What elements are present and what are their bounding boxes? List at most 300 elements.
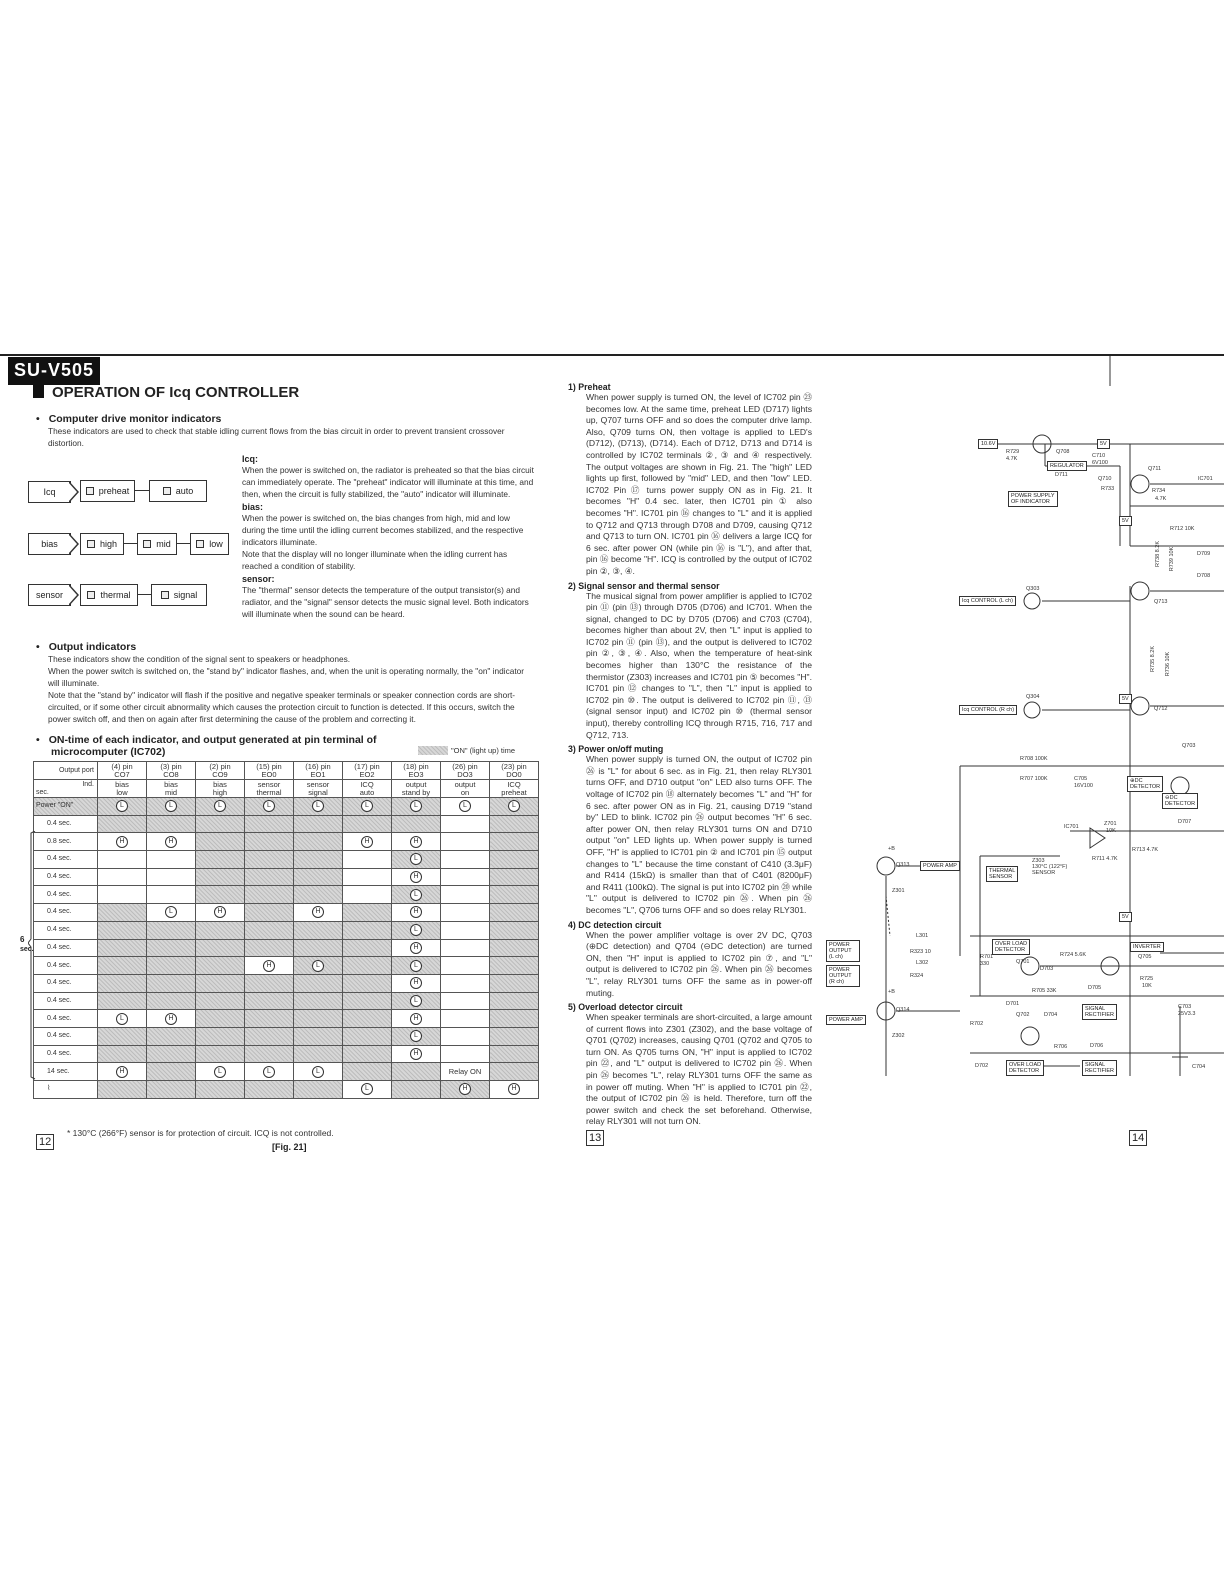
table-cell [98,957,147,975]
corner-sec-label: sec. [36,788,49,796]
table-cell [147,992,196,1010]
table-cell [98,1027,147,1045]
power-output-r-block: POWER OUTPUT (R ch) [826,965,860,987]
column-header [98,762,147,780]
port-label: DO3 [457,769,473,779]
high-marker: H [410,871,422,883]
l301-label: L301 [916,933,929,939]
table-row [34,1063,539,1081]
table-cell [343,1063,392,1081]
row-label: 0.4 sec. [34,1027,98,1045]
table-cell [294,868,343,886]
table-cell [98,1063,147,1081]
icq-desc-text: When the power is switched on, the radiator is preheated so that the bias circuit can immediately operate. The "preheat" indicator will illuminate at this time, and then, when the circuit is fully stabilized, the "auto" indicator will illuminate. [242,465,534,499]
thermal-sensor-label: THERMAL [989,868,1016,874]
table-cell [245,904,294,922]
table-cell [392,886,441,904]
l302-label: L302 [916,960,929,966]
table-cell [196,851,245,869]
table-cell [343,921,392,939]
table-cell [343,992,392,1010]
corner-output-port: Output port [34,762,98,780]
d709-label: D709 [1197,551,1211,557]
psu-line-2: OF INDICATOR [1011,499,1050,505]
table-cell [490,1010,539,1028]
low-marker: L [263,800,275,812]
high-marker: H [312,906,324,918]
low-marker: L [410,853,422,865]
r707-label: R707 100K [1020,776,1048,782]
table-cell [392,851,441,869]
table-cell [98,868,147,886]
port-label: CO9 [212,769,228,779]
table-row [34,851,539,869]
indicator-name-label: on [460,787,470,797]
row-label: 0.4 sec. [34,904,98,922]
table-cell [441,851,490,869]
inverter-block: INVERTER [1130,942,1164,952]
table-cell [343,815,392,833]
preheat-indicator [80,480,135,502]
indicator-group-label: sensor [257,779,281,789]
table-cell [343,868,392,886]
indicator-header [294,780,343,798]
table-cell [98,904,147,922]
table-cell [343,798,392,816]
ontime-heading-2: microcomputer (IC702) [51,746,166,758]
port-label: EO0 [261,769,277,779]
table-cell [441,921,490,939]
r733-label: R733 [1101,486,1115,492]
table-cell [196,921,245,939]
ic701b-label: IC701 [1064,824,1079,830]
auto-label: auto [175,486,194,496]
c705-label: C705 [1074,776,1088,782]
indicator-name-label: signal [308,787,328,797]
table-cell [294,957,343,975]
low-marker: L [459,800,471,812]
r729-value: 4.7K [1006,456,1018,462]
pin-label: (18) pin [403,761,429,771]
table-cell [147,1010,196,1028]
q314-label: Q314 [896,1007,910,1013]
output-indicators-heading: • Output indicators [36,641,136,653]
indicator-name-label: thermal [256,787,282,797]
low-marker: L [165,800,177,812]
table-cell [441,1045,490,1063]
signal-sensor-text: The musical signal from power amplifier is applied to IC702 pin ⑪ (pin ⑬) through D705 (D706) and IC701. When the signal, changed to DC by D705 (D706) and C703 (C704), becomes higher than about 2V, then "L" input is applied to IC702 pin ⑪ (pin ⑬), and the output is delivered to IC702 pin ②, ③, ④. Also, when the temperature of heat-sink becomes higher than 130°C the resistance of the thermistor (Z303) increases and IC701 pin ⑤ becomes "H". IC701 pin ⑫ changes to "L", then "L" input is applied to IC702 pin ⑩. The output is delivered to IC702 pin ⑪, ⑬ (signal sensor input) and IC702 pin ⑩ (thermal sensor input), thereby controlling ICQ through R715, 716, 717 and Q712, 713. [586,590,812,740]
table-cell [490,798,539,816]
icq-control-r-block: Icq CONTROL (R ch) [959,705,1017,715]
bias-label-box [28,533,71,555]
low-marker: L [361,800,373,812]
arrow-icon [69,584,79,606]
table-row [34,992,539,1010]
table-cell [196,868,245,886]
section-title-text: OPERATION OF Icq CONTROLLER [52,384,300,401]
table-cell [490,974,539,992]
table-cell [294,992,343,1010]
c710-value: 6V100 [1092,460,1108,466]
low-marker: L [116,800,128,812]
table-cell [392,1063,441,1081]
table-cell [441,833,490,851]
v10-label: 10.6V [978,439,998,449]
table-cell [294,815,343,833]
table-cell [98,851,147,869]
table-cell [294,798,343,816]
table-row [34,1081,539,1099]
indicator-header [147,780,196,798]
table-cell [147,957,196,975]
section-title [33,384,299,401]
pin-label: (4) pin [111,761,133,771]
thermal-indicator [80,584,138,606]
q705-label: Q705 [1138,954,1152,960]
muting-heading: 3) Power on/off muting [568,744,664,755]
table-row [34,1045,539,1063]
table-cell [343,833,392,851]
table-row [34,886,539,904]
ic701-label: IC701 [1198,476,1213,482]
table-header-pin [34,762,539,780]
table-cell [441,798,490,816]
low-marker: L [263,1066,275,1078]
table-cell [490,851,539,869]
indicator-name-label: preheat [501,787,527,797]
table-cell [196,939,245,957]
high-marker: H [116,836,128,848]
table-cell [294,886,343,904]
six-sec-bracket [28,831,36,1081]
d706-label: D706 [1090,1043,1104,1049]
computer-drive-text: These indicators are used to check that stable idling current flows from the bias circuit in order to prevent transient crossover distortion. [48,426,505,448]
signal-label: signal [173,590,198,600]
ontime-table [33,761,539,1099]
table-cell [196,1081,245,1099]
indicator-header [441,780,490,798]
table-cell [98,1010,147,1028]
ndc-label: ⊖DC [1165,795,1178,801]
q701-label: Q701 [1016,959,1030,965]
table-cell [196,992,245,1010]
signal-rectifier-label-2: RECTIFIER [1085,1012,1115,1018]
table-cell [294,974,343,992]
table-cell [392,992,441,1010]
port-label: CO7 [114,769,130,779]
six-sec-number: 6 [20,935,25,944]
table-cell [343,851,392,869]
table-cell [294,851,343,869]
led-icon [86,487,94,495]
r734-label: R734 [1152,488,1166,494]
sensor-desc-heading: sensor: [242,574,275,584]
z301-label: Z301 [892,888,905,894]
r739-label: R739 10K [1169,546,1176,572]
low-marker: L [312,960,324,972]
table-cell [196,886,245,904]
power-output-l-block: POWER OUTPUT (L ch) [826,940,860,962]
low-marker: L [410,800,422,812]
led-icon [196,540,204,548]
figure-caption: [Fig. 21] [272,1142,307,1152]
pin-label: (15) pin [256,761,282,771]
signal-rectifier-label-4: RECTIFIER [1085,1068,1115,1074]
signal-sensor-heading: 2) Signal sensor and thermal sensor [568,580,720,591]
high-marker: H [459,1083,471,1095]
table-cell [392,904,441,922]
table-cell [196,1045,245,1063]
table-cell [392,815,441,833]
column-header [392,762,441,780]
table-cell [343,1045,392,1063]
table-cell [196,815,245,833]
table-row [34,1010,539,1028]
port-label: CO8 [163,769,179,779]
bias-label: bias [41,539,58,549]
r705-label: R705 33K [1032,988,1057,994]
low-marker: L [165,906,177,918]
high-marker: H [410,977,422,989]
table-row [34,868,539,886]
table-cell [392,833,441,851]
table-row [34,1027,539,1045]
row-label: 0.4 sec. [34,957,98,975]
icq-control-l-block: Icq CONTROL (L ch) [959,596,1016,606]
table-cell [245,815,294,833]
power-supply-block [1008,491,1058,507]
d703-label: D703 [1040,966,1054,972]
pin-label: (3) pin [160,761,182,771]
high-marker: H [165,1013,177,1025]
table-cell [245,957,294,975]
row-label: 0.4 sec. [34,886,98,904]
overload-detector-label-2: DETECTOR [1009,1068,1040,1074]
table-cell [98,921,147,939]
column-header [245,762,294,780]
column-header [343,762,392,780]
output-para-3: Note that the "stand by" indicator will flash if the positive and negative speaker terminals or speaker connection cords are short-circuited, or if some other circuit abnormality which causes the protection circuit to function is detected. If this occurs, switch the power switch off, and then on again after first determining the cause of the problem and correcting it. [48,690,516,724]
table-cell [343,886,392,904]
high-marker: H [508,1083,520,1095]
sensor-label-box [28,584,71,606]
row-label: 0.4 sec. [34,974,98,992]
indicator-name-label: auto [359,787,375,797]
high-marker: H [263,960,275,972]
high-marker: H [410,836,422,848]
row-label: 0.4 sec. [34,1045,98,1063]
overload-label: OVER LOAD [995,941,1028,947]
table-cell [441,1063,490,1081]
high-marker: H [116,1066,128,1078]
table-cell [294,939,343,957]
low-marker: L [214,1066,226,1078]
table-cell [441,815,490,833]
table-cell [147,1045,196,1063]
pdc-detector-block [1127,776,1163,792]
low-marker: L [410,1030,422,1042]
table-cell [245,1081,294,1099]
corner-ind-label: Ind. [82,780,94,788]
table-cell [392,939,441,957]
table-cell [245,1045,294,1063]
pin-label: (16) pin [305,761,331,771]
table-cell [245,798,294,816]
port-label: EO1 [310,769,326,779]
preheat-text: When power supply is turned ON, the level of IC702 pin ㉓ becomes low. At the same time, preheat LED (D717) lights up, Q707 turns OFF and so does the computer drive lamp. Also, Q709 turns ON, then voltage is applied to LED's (D712), (D713), (D714). Each of D712, D713 and D714 is controlled by IC702 terminals ②, ③ and ④ respectively. The output voltages are shown in Fig. 21. The "high" LED lights up first, followed by "mid" LED, and then "low" LED. IC702 Pin ⑰ turns power supply ON as in Fig. 21. It becomes "H" 0.4 sec. later, then IC701 pin ① also becomes "H". IC701 pin ⑯ changes to "L" and it is applied to Q712 and Q713 through D708 and D709, causing Q712 and Q713 to turn ON. IC701 pin ⑯ delivers a large ICQ for 6 sec. after power ON (while pin ⑯ is "L"), and after that, pin ⑯ become "H". ICQ is controlled by the output of IC702 pin ②, ③, ④. [586,392,812,576]
low-marker: L [410,960,422,972]
table-cell [441,904,490,922]
table-cell [294,1010,343,1028]
port-label: DO0 [506,769,522,779]
table-cell [490,1081,539,1099]
table-cell [441,957,490,975]
v5-label-c: 5V [1119,694,1132,704]
row-label: 14 sec. [34,1063,98,1081]
signal-rectifier-label-3: SIGNAL [1085,1062,1106,1068]
r736-label: R736 10K [1165,651,1172,677]
low-indicator [190,533,229,555]
indicator-group-label: ICQ [360,779,374,789]
table-cell [245,921,294,939]
q710-label: Q710 [1098,476,1112,482]
icq-label-box [28,481,71,503]
table-cell [245,886,294,904]
power-amp-block-2: POWER AMP [826,1015,866,1025]
table-cell [147,851,196,869]
legend-text: "ON" (light up) time [451,746,516,755]
v5-label-b: 5V [1119,516,1132,526]
row-label: 0.4 sec. [34,815,98,833]
plus-b-label-2: +B [888,989,895,995]
table-cell [147,1081,196,1099]
table-cell [490,939,539,957]
indicator-group-label: sensor [306,779,330,789]
low-marker: L [214,800,226,812]
six-sec-unit: sec. [20,946,34,953]
table-cell [490,992,539,1010]
led-icon [143,540,151,548]
table-cell [490,868,539,886]
table-cell [392,1010,441,1028]
table-cell [490,1045,539,1063]
table-row [34,815,539,833]
d711-label: D711 [1055,472,1068,478]
connector-line [137,594,151,595]
table-cell [196,1063,245,1081]
right-text-column [568,382,812,1128]
z303-value: 130°C (122°F) [1032,864,1068,870]
r725-label: R725 [1140,976,1154,982]
high-marker: H [361,836,373,848]
table-cell [294,833,343,851]
pdc-label: ⊕DC [1130,778,1143,784]
overload-detector-label: DETECTOR [995,947,1026,953]
indicator-header [245,780,294,798]
indicator-header [98,780,147,798]
signal-rectifier-block-2 [1082,1060,1117,1076]
table-cell [441,939,490,957]
sensor-label: sensor [35,590,63,600]
d702-label: D702 [975,1063,989,1069]
schematic-wires [820,356,1224,1116]
table-cell [343,974,392,992]
table-cell [196,798,245,816]
indicator-group-label: output [454,779,476,789]
q713-label: Q713 [1154,599,1168,605]
high-marker: H [214,906,226,918]
legend-swatch [418,746,448,755]
indicator-group-label: bias [164,779,178,789]
square-bullet-icon [33,385,44,398]
mid-indicator [137,533,177,555]
r708-label: R708 100K [1020,756,1048,762]
schematic [820,356,1224,1116]
r701-value: 330 [980,961,990,967]
page-number-12: 12 [36,1134,54,1150]
connector-line [134,490,149,491]
table-cell [245,992,294,1010]
q303-label: Q303 [1026,586,1040,592]
bias-desc-text: When the power is switched on, the bias changes from high, mid and low during the time until the idling current becomes stabilized, and the respective indicators illuminate. [242,513,524,547]
table-cell [98,974,147,992]
table-cell [245,1063,294,1081]
table-row [34,974,539,992]
c710-label: C710 [1092,453,1106,459]
r712-label: R712 10K [1170,526,1195,532]
table-cell [294,921,343,939]
table-cell [392,921,441,939]
r724-label: R724 5.6K [1060,952,1086,958]
table-row [34,921,539,939]
low-marker: L [312,1066,324,1078]
table-cell [490,833,539,851]
table-cell [196,1010,245,1028]
preheat-label: preheat [98,486,130,496]
table-cell [147,886,196,904]
connector-line [176,543,190,544]
table-cell [490,904,539,922]
table-cell [98,833,147,851]
low-marker: L [312,800,324,812]
indicator-name-label: mid [164,787,178,797]
pin-label: (26) pin [452,761,478,771]
table-cell [490,1063,539,1081]
table-cell [245,868,294,886]
z701-label: Z701 [1104,821,1117,827]
high-marker: H [410,906,422,918]
table-cell [441,974,490,992]
table-cell [343,1010,392,1028]
table-cell [245,851,294,869]
psu-line-1: POWER SUPPLY [1011,493,1055,499]
table-cell [392,868,441,886]
thermal-sensor-label-2: SENSOR [989,874,1013,880]
r706-label: R706 [1054,1044,1068,1050]
indicator-group-label: bias [213,779,227,789]
row-label: 0.4 sec. [34,992,98,1010]
pin-label: (23) pin [501,761,527,771]
bias-note-text: Note that the display will no longer illuminate when the idling current has reached a condition of stability. [242,549,508,571]
overload-detector-block-2 [1006,1060,1044,1076]
led-icon [87,591,95,599]
table-cell [294,904,343,922]
table-cell [392,1027,441,1045]
table-cell [98,1045,147,1063]
q712-label: Q712 [1154,706,1168,712]
table-cell [392,974,441,992]
table-cell [343,904,392,922]
